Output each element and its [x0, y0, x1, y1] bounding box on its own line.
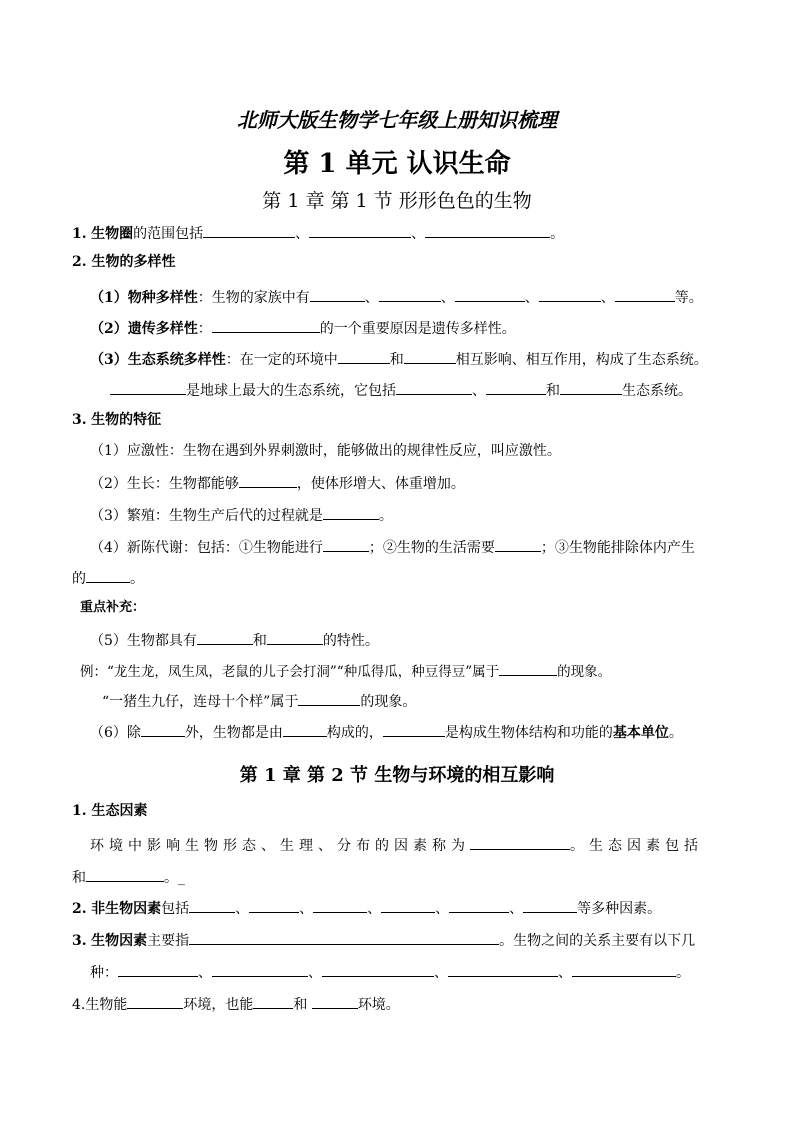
blank[interactable]	[86, 567, 130, 583]
blank[interactable]	[189, 929, 499, 945]
s1-q3c: （3）繁殖：生物生产后代的过程就是 。	[90, 504, 393, 526]
blank[interactable]	[127, 993, 183, 1009]
blank[interactable]	[312, 993, 358, 1009]
blank[interactable]	[249, 897, 299, 913]
s2-q2: 2. 非生物因素包括 、 、 、 、 、 等多种因素。	[72, 897, 661, 919]
blank[interactable]	[449, 897, 509, 913]
blank[interactable]	[212, 961, 308, 977]
blank[interactable]	[486, 379, 546, 395]
blank[interactable]	[239, 472, 297, 488]
s1-q2c: （3）生态系统多样性：在一定的环境中 和 相互影响、相互作用，构成了生态系统。	[90, 348, 708, 370]
blank[interactable]	[560, 379, 622, 395]
blank[interactable]	[189, 897, 235, 913]
blank[interactable]	[323, 504, 379, 520]
blank[interactable]	[539, 286, 601, 302]
blank[interactable]	[495, 536, 541, 552]
blank[interactable]	[455, 286, 525, 302]
blank[interactable]	[323, 536, 369, 552]
blank[interactable]	[470, 834, 570, 850]
blank[interactable]	[404, 348, 456, 364]
blank[interactable]	[322, 961, 434, 977]
blank[interactable]	[212, 317, 320, 333]
s2-q1b: 和 。_	[72, 866, 185, 888]
s1-q6: （6）除 外，生物都是由 构成的， 是构成生物体结构和功能的基本单位。	[90, 721, 683, 743]
blank[interactable]	[309, 222, 411, 238]
blank[interactable]	[523, 897, 577, 913]
s2-q3-line2: 种： 、 、 、 、 。	[90, 961, 690, 983]
s1-q3b: （2）生长：生物都能够 ，使体形增大、体重增加。	[90, 472, 465, 494]
blank[interactable]	[86, 866, 164, 882]
s2-q1-heading: 1. 生态因素	[72, 803, 148, 819]
blank[interactable]	[203, 222, 295, 238]
blank[interactable]	[313, 897, 367, 913]
s1-q3d-line2: 的 。	[72, 567, 144, 589]
s2-q3: 3. 生物因素主要指 。生物之间的关系主要有以下几	[72, 929, 695, 951]
blank[interactable]	[425, 222, 550, 238]
blank[interactable]	[110, 379, 186, 395]
unit-title: 第 1 单元 认识生命	[283, 149, 511, 179]
s1-q2a: （1）物种多样性：生物的家族中有 、 、 、 、 等。	[90, 286, 703, 308]
blank[interactable]	[298, 690, 360, 706]
blank[interactable]	[197, 629, 253, 645]
blank[interactable]	[448, 961, 558, 977]
blank[interactable]	[499, 660, 557, 676]
section-2-title: 第 1 章 第 2 节 生物与环境的相互影响	[239, 765, 555, 786]
s1-q3-heading: 3. 生物的特征	[72, 412, 162, 428]
blank[interactable]	[615, 286, 675, 302]
s1-q2b: （2）遗传多样性： 的一个重要原因是遗传多样性。	[90, 317, 516, 339]
s1-example-1: 例：“龙生龙，凤生凤，老鼠的儿子会打洞”“种瓜得瓜，种豆得豆”属于 的现象。	[80, 660, 611, 682]
s2-q1a: 环境中影响生物形态、生理、分布的因素称为 。生态因素包括	[90, 834, 703, 856]
blank[interactable]	[383, 721, 445, 737]
blank[interactable]	[572, 961, 676, 977]
blank[interactable]	[267, 629, 323, 645]
s1-q5: （5）生物都具有 和 的特性。	[90, 629, 379, 651]
s1-q1: 1. 生物圈的范围包括 、 、 。	[72, 222, 564, 244]
supplement-label: 重点补充：	[80, 600, 146, 615]
s1-q3d: （4）新陈代谢：包括：①生物能进行 ；②生物的生活需要 ；③生物能排除体内产生	[90, 536, 695, 558]
blank[interactable]	[338, 348, 390, 364]
s2-q4: 4.生物能 环境，也能 和 环境。	[72, 993, 400, 1015]
blank[interactable]	[310, 286, 365, 302]
blank[interactable]	[283, 721, 327, 737]
s1-q2-heading: 2. 生物的多样性	[72, 254, 176, 270]
blank[interactable]	[396, 379, 472, 395]
main-title: 北师大版生物学七年级上册知识梳理	[237, 108, 557, 132]
blank[interactable]	[381, 897, 435, 913]
blank[interactable]	[379, 286, 441, 302]
blank[interactable]	[253, 993, 293, 1009]
s1-q2c-line2: 是地球上最大的生态系统，它包括 、 和 生态系统。	[110, 379, 692, 401]
s1-example-2: “一猪生九仔，连母十个样”属于 的现象。	[102, 690, 416, 712]
s1-q3a: （1）应激性：生物在遇到外界刺激时，能够做出的规律性反应，叫应激性。	[90, 443, 561, 459]
blank[interactable]	[141, 721, 185, 737]
section-1-title: 第 1 章 第 1 节 形形色色的生物	[262, 190, 532, 212]
blank[interactable]	[118, 961, 198, 977]
